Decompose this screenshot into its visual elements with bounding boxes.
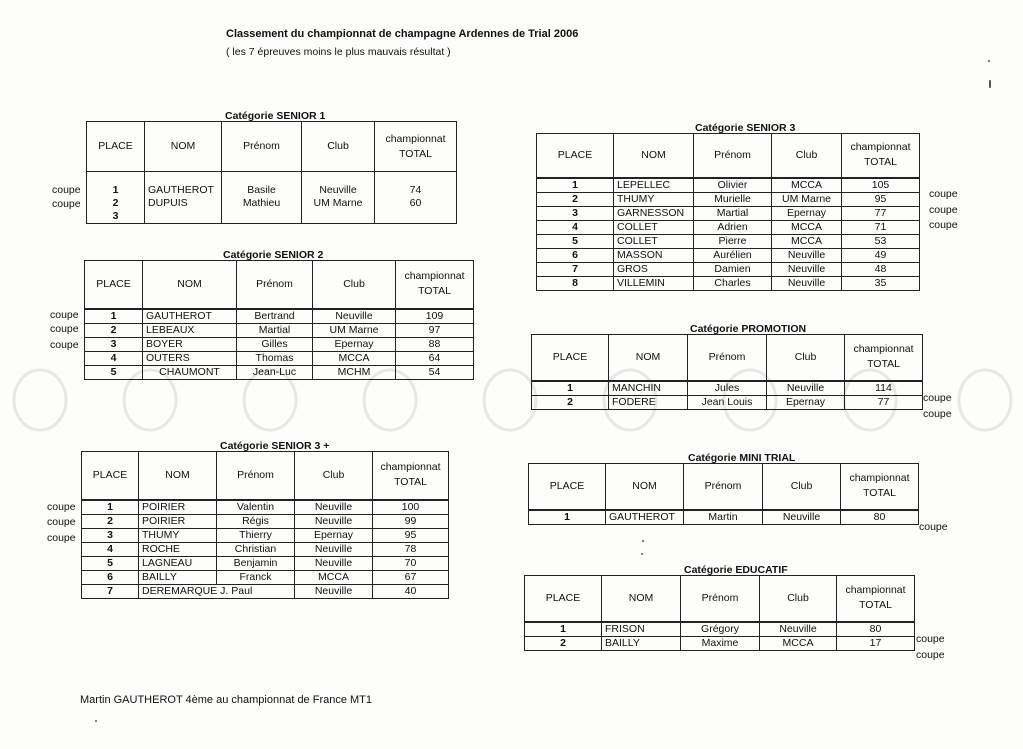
- table-cell: ROCHE: [139, 542, 217, 556]
- coupe-label: coupe: [923, 392, 952, 404]
- header-club: Club: [760, 576, 837, 622]
- header-prenom: Prénom: [684, 464, 763, 510]
- header-place: PLACE: [537, 134, 614, 178]
- table-cell: MCCA: [313, 351, 396, 365]
- coupe-label: coupe: [919, 521, 948, 533]
- table-cell: 77: [842, 206, 920, 220]
- table-cell: 6: [82, 570, 139, 584]
- table-row: [85, 365, 474, 379]
- table-cell: POIRIER: [139, 500, 217, 515]
- table-cell: GARNESSON: [614, 206, 694, 220]
- document-title: Classement du championnat de champagne Ardennes de Trial 2006: [226, 28, 579, 40]
- table-cell: Adrien: [694, 220, 772, 234]
- header-place: PLACE: [85, 261, 143, 309]
- table-cell: 4: [85, 351, 143, 365]
- table-cell: BAILLY: [602, 636, 681, 650]
- header-nom: NOM: [602, 576, 681, 622]
- table-cell: 88: [396, 337, 474, 351]
- table-cell: FRISON: [602, 622, 681, 637]
- table-cell: FODERE: [609, 395, 688, 409]
- table-cell: Neuville: [772, 276, 842, 290]
- table-cell: UM Marne: [313, 323, 396, 337]
- table-cell: MCCA: [772, 178, 842, 193]
- table-cell: Valentin: [217, 500, 295, 515]
- category-title-mini-trial: Catégorie MINI TRIAL: [688, 452, 796, 464]
- table-cell: Jules: [688, 381, 767, 396]
- header-nom: NOM: [143, 261, 237, 309]
- table-cell: Gilles: [237, 337, 313, 351]
- table-cell: Epernay: [767, 395, 845, 409]
- table-row: [537, 220, 920, 234]
- header-total: championnat TOTAL: [373, 452, 449, 500]
- table-cell: MANCHIN: [609, 381, 688, 396]
- table-cell: LEBEAUX: [143, 323, 237, 337]
- table-row: [87, 197, 457, 210]
- table-cell: 3: [87, 210, 145, 224]
- table-cell: BAILLY: [139, 570, 217, 584]
- table-cell: Neuville: [313, 309, 396, 324]
- header-prenom: Prénom: [222, 122, 302, 172]
- table-senior-1: [86, 121, 457, 224]
- table-row: [82, 556, 449, 570]
- table-cell: [222, 210, 302, 224]
- header-nom: NOM: [609, 335, 688, 381]
- table-cell: Neuville: [295, 584, 373, 598]
- category-title-educatif: Catégorie EDUCATIF: [684, 564, 788, 576]
- table-cell: [145, 210, 222, 224]
- header-nom: NOM: [606, 464, 684, 510]
- table-cell: 2: [525, 636, 602, 650]
- table-cell: 49: [842, 248, 920, 262]
- table-cell: 8: [537, 276, 614, 290]
- table-cell: 100: [373, 500, 449, 515]
- table-cell: 5: [537, 234, 614, 248]
- table-cell: Martin: [684, 510, 763, 525]
- category-title-senior-2: Catégorie SENIOR 2: [223, 249, 324, 261]
- table-cell: Benjamin: [217, 556, 295, 570]
- table-cell: Charles: [694, 276, 772, 290]
- table-cell: 2: [85, 323, 143, 337]
- table-row: [82, 500, 449, 515]
- coupe-label: coupe: [929, 204, 958, 216]
- table-row: [537, 262, 920, 276]
- scan-speck: [989, 80, 991, 88]
- table-cell: MCCA: [772, 220, 842, 234]
- table-cell: 1: [87, 172, 145, 198]
- table-cell: Mathieu: [222, 197, 302, 210]
- header-club: Club: [763, 464, 841, 510]
- category-title-promotion: Catégorie PROMOTION: [690, 323, 807, 335]
- table-cell: Damien: [694, 262, 772, 276]
- header-total: championnat TOTAL: [396, 261, 474, 309]
- header-place: PLACE: [529, 464, 606, 510]
- table-row: [532, 395, 923, 409]
- table-row: [87, 210, 457, 224]
- table-cell: 7: [82, 584, 139, 598]
- header-place: PLACE: [525, 576, 602, 622]
- scan-speck: [641, 553, 643, 555]
- header-place: PLACE: [82, 452, 139, 500]
- table-row: [87, 172, 457, 198]
- table-cell: MCHM: [313, 365, 396, 379]
- table-cell: DEREMARQUE J. Paul: [139, 584, 295, 598]
- table-cell: Neuville: [772, 262, 842, 276]
- category-title-senior-1: Catégorie SENIOR 1: [225, 110, 326, 122]
- table-cell: 40: [373, 584, 449, 598]
- coupe-label: coupe: [47, 501, 76, 513]
- scan-speck: [95, 720, 97, 722]
- table-cell: Basile: [222, 172, 302, 198]
- table-cell: [302, 210, 375, 224]
- table-cell: 70: [373, 556, 449, 570]
- table-cell: BOYER: [143, 337, 237, 351]
- table-cell: Neuville: [767, 381, 845, 396]
- table-row: [532, 381, 923, 396]
- table-cell: Régis: [217, 514, 295, 528]
- table-cell: 1: [85, 309, 143, 324]
- header-club: Club: [313, 261, 396, 309]
- table-cell: OUTERS: [143, 351, 237, 365]
- table-senior-3-plus: [81, 451, 449, 599]
- table-row: [529, 510, 919, 525]
- table-cell: 64: [396, 351, 474, 365]
- table-cell: 48: [842, 262, 920, 276]
- table-mini-trial: [528, 463, 919, 525]
- coupe-label: coupe: [916, 633, 945, 645]
- table-cell: Neuville: [295, 514, 373, 528]
- table-cell: 5: [82, 556, 139, 570]
- table-cell: Franck: [217, 570, 295, 584]
- category-title-senior-3-plus: Catégorie SENIOR 3 +: [220, 440, 330, 452]
- table-cell: MCCA: [760, 636, 837, 650]
- table-cell: UM Marne: [772, 192, 842, 206]
- table-cell: Bertrand: [237, 309, 313, 324]
- table-cell: 78: [373, 542, 449, 556]
- table-cell: 99: [373, 514, 449, 528]
- table-cell: 4: [82, 542, 139, 556]
- table-cell: MCCA: [772, 234, 842, 248]
- table-senior-3: [536, 133, 920, 291]
- header-total: championnat TOTAL: [375, 122, 457, 172]
- table-cell: LEPELLEC: [614, 178, 694, 193]
- header-prenom: Prénom: [688, 335, 767, 381]
- table-cell: GAUTHEROT: [606, 510, 684, 525]
- header-club: Club: [295, 452, 373, 500]
- table-cell: Epernay: [772, 206, 842, 220]
- scan-speck: [642, 540, 644, 542]
- table-cell: Neuville: [760, 622, 837, 637]
- coupe-label: coupe: [929, 219, 958, 231]
- coupe-label: coupe: [50, 309, 79, 321]
- table-cell: GAUTHEROT: [143, 309, 237, 324]
- table-cell: Thomas: [237, 351, 313, 365]
- coupe-label: coupe: [923, 408, 952, 420]
- coupe-label: coupe: [50, 339, 79, 351]
- coupe-label: coupe: [50, 323, 79, 335]
- table-row: [537, 248, 920, 262]
- table-cell: 97: [396, 323, 474, 337]
- category-title-senior-3: Catégorie SENIOR 3: [695, 122, 796, 134]
- table-cell: Epernay: [295, 528, 373, 542]
- table-cell: 2: [532, 395, 609, 409]
- table-cell: Thierry: [217, 528, 295, 542]
- table-cell: Maxime: [681, 636, 760, 650]
- table-cell: [375, 210, 457, 224]
- table-cell: 67: [373, 570, 449, 584]
- table-cell: VILLEMIN: [614, 276, 694, 290]
- table-row: [537, 234, 920, 248]
- table-cell: 17: [837, 636, 915, 650]
- table-row: [82, 584, 449, 598]
- header-total: championnat TOTAL: [842, 134, 920, 178]
- table-cell: Jean Louis: [688, 395, 767, 409]
- coupe-label: coupe: [52, 184, 81, 196]
- table-cell: Martial: [237, 323, 313, 337]
- table-cell: Neuville: [763, 510, 841, 525]
- table-cell: 3: [82, 528, 139, 542]
- table-cell: THUMY: [139, 528, 217, 542]
- header-total: championnat TOTAL: [845, 335, 923, 381]
- table-cell: 1: [82, 500, 139, 515]
- table-cell: MASSON: [614, 248, 694, 262]
- table-cell: GROS: [614, 262, 694, 276]
- table-cell: GAUTHEROT: [145, 172, 222, 198]
- table-cell: 6: [537, 248, 614, 262]
- table-cell: Neuville: [295, 542, 373, 556]
- scan-speck: [988, 60, 990, 62]
- footer-note: Martin GAUTHEROT 4ème au championnat de France MT1: [80, 694, 373, 706]
- table-cell: 2: [82, 514, 139, 528]
- table-cell: Jean-Luc: [237, 365, 313, 379]
- table-cell: 53: [842, 234, 920, 248]
- header-place: PLACE: [532, 335, 609, 381]
- table-cell: 80: [837, 622, 915, 637]
- table-cell: Neuville: [295, 556, 373, 570]
- table-cell: 77: [845, 395, 923, 409]
- table-cell: 71: [842, 220, 920, 234]
- table-cell: LAGNEAU: [139, 556, 217, 570]
- table-cell: MCCA: [295, 570, 373, 584]
- table-cell: 105: [842, 178, 920, 193]
- table-cell: 3: [85, 337, 143, 351]
- table-row: [537, 206, 920, 220]
- table-senior-2: [84, 260, 474, 380]
- table-row: [85, 337, 474, 351]
- table-cell: 95: [842, 192, 920, 206]
- table-row: [82, 542, 449, 556]
- table-promotion: [531, 334, 923, 410]
- table-cell: Neuville: [302, 172, 375, 198]
- table-cell: UM Marne: [302, 197, 375, 210]
- table-cell: 5: [85, 365, 143, 379]
- table-cell: 2: [87, 197, 145, 210]
- header-prenom: Prénom: [217, 452, 295, 500]
- table-cell: 74: [375, 172, 457, 198]
- table-cell: Martial: [694, 206, 772, 220]
- coupe-label: coupe: [52, 198, 81, 210]
- table-cell: Pierre: [694, 234, 772, 248]
- table-cell: 4: [537, 220, 614, 234]
- table-cell: COLLET: [614, 220, 694, 234]
- header-club: Club: [772, 134, 842, 178]
- table-row: [537, 192, 920, 206]
- table-educatif: [524, 575, 915, 651]
- header-total: championnat TOTAL: [841, 464, 919, 510]
- header-club: Club: [302, 122, 375, 172]
- table-cell: Neuville: [772, 248, 842, 262]
- table-cell: 3: [537, 206, 614, 220]
- table-row: [82, 528, 449, 542]
- table-cell: 80: [841, 510, 919, 525]
- table-cell: 95: [373, 528, 449, 542]
- header-nom: NOM: [145, 122, 222, 172]
- table-row: [537, 178, 920, 193]
- header-total: championnat TOTAL: [837, 576, 915, 622]
- table-cell: THUMY: [614, 192, 694, 206]
- table-row: [537, 276, 920, 290]
- table-cell: Neuville: [295, 500, 373, 515]
- table-cell: 1: [529, 510, 606, 525]
- coupe-label: coupe: [47, 532, 76, 544]
- table-row: [82, 514, 449, 528]
- table-cell: 35: [842, 276, 920, 290]
- table-row: [85, 309, 474, 324]
- header-prenom: Prénom: [694, 134, 772, 178]
- coupe-label: coupe: [47, 516, 76, 528]
- table-row: [85, 323, 474, 337]
- table-cell: Grégory: [681, 622, 760, 637]
- header-nom: NOM: [614, 134, 694, 178]
- coupe-label: coupe: [916, 649, 945, 661]
- coupe-label: coupe: [929, 188, 958, 200]
- table-cell: POIRIER: [139, 514, 217, 528]
- table-cell: COLLET: [614, 234, 694, 248]
- header-prenom: Prénom: [237, 261, 313, 309]
- table-cell: Murielle: [694, 192, 772, 206]
- table-cell: Aurélien: [694, 248, 772, 262]
- table-cell: Christian: [217, 542, 295, 556]
- table-cell: 1: [532, 381, 609, 396]
- table-cell: 7: [537, 262, 614, 276]
- header-prenom: Prénom: [681, 576, 760, 622]
- table-row: [525, 636, 915, 650]
- table-cell: 1: [537, 178, 614, 193]
- table-cell: DUPUIS: [145, 197, 222, 210]
- header-nom: NOM: [139, 452, 217, 500]
- table-cell: 114: [845, 381, 923, 396]
- table-cell: 60: [375, 197, 457, 210]
- table-cell: Epernay: [313, 337, 396, 351]
- table-cell: CHAUMONT: [143, 365, 237, 379]
- table-row: [525, 622, 915, 637]
- header-place: PLACE: [87, 122, 145, 172]
- document-subtitle: ( les 7 épreuves moins le plus mauvais résultat ): [226, 46, 451, 58]
- table-cell: 1: [525, 622, 602, 637]
- table-cell: 109: [396, 309, 474, 324]
- table-row: [85, 351, 474, 365]
- table-cell: 54: [396, 365, 474, 379]
- table-row: [82, 570, 449, 584]
- table-cell: Olivier: [694, 178, 772, 193]
- header-club: Club: [767, 335, 845, 381]
- table-cell: 2: [537, 192, 614, 206]
